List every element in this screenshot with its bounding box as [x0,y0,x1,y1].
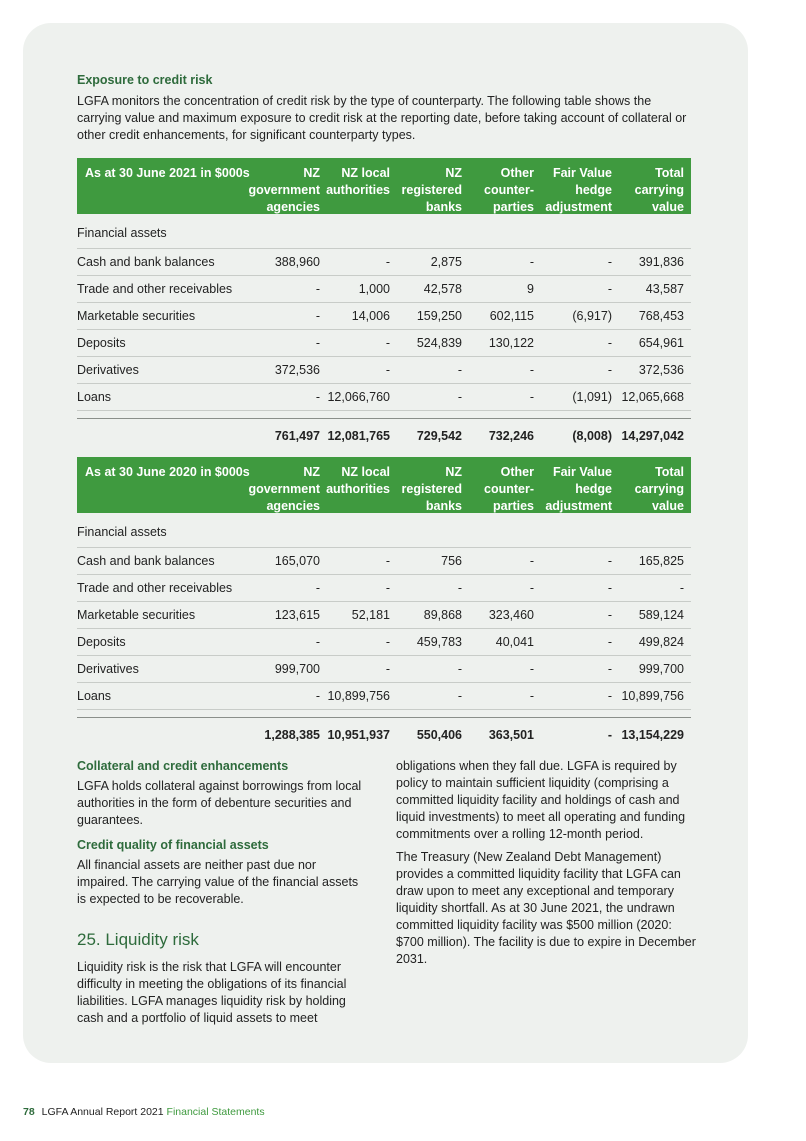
table-row [77,330,691,357]
table-cell: - [529,689,534,703]
header-nz-government: NZ government agencies [248,465,320,513]
table-cell: 499,824 [638,635,684,649]
table-cell: 43,587 [645,282,684,296]
table-row [77,602,691,629]
section-label: Financial assets [77,517,691,548]
table-cell: 388,960 [274,255,320,269]
exposure-paragraph: LGFA monitors the concentration of credit risk by the type of counterparty. The following table shows the carrying value and maximum exposure to credit risk at the reporting date, before taking account of collateral or other credit enhancements, for significant counterparty types. [77,94,687,142]
table-cell: 9 [527,282,534,296]
row-label: Loans [77,390,112,404]
table-cell: 999,700 [638,662,684,676]
table-cell: - [315,689,320,703]
row-label: Cash and bank balances [77,255,215,269]
table-row [77,683,691,710]
table-cell: - [385,635,390,649]
table-row [77,303,691,330]
table-cell: - [607,689,612,703]
table-cell: - [315,390,320,404]
header-other: Other counter- parties [484,465,534,513]
table-row [77,548,691,575]
right-column [396,758,696,968]
header-nz-government: NZ government agencies [248,166,320,214]
header-nz-local: NZ local authorities [326,465,390,496]
exposure-heading: Exposure to credit risk [77,73,213,87]
total-cell: 729,542 [416,429,462,443]
total-cell: 10,951,937 [327,728,390,742]
table-cell: - [457,363,462,377]
table-cell: - [315,635,320,649]
table-cell: - [315,581,320,595]
row-label: Trade and other receivables [77,581,233,595]
collateral-heading: Collateral and credit enhancements [77,759,289,773]
table-cell: 654,961 [638,336,684,350]
total-row [77,418,691,453]
table-cell: - [385,255,390,269]
table-row [77,575,691,602]
table-cell: 1,000 [358,282,390,296]
table-cell: (6,917) [572,309,612,323]
table-cell: 89,868 [423,608,462,622]
total-cell: 1,288,385 [264,728,320,742]
total-cell: 12,081,765 [327,429,390,443]
table-cell: 12,066,760 [327,390,390,404]
table-row [77,656,691,683]
row-label: Marketable securities [77,309,196,323]
table-cell: - [315,282,320,296]
total-cell: (8,008) [572,429,612,443]
table-cell: 123,615 [274,608,320,622]
table-cell: - [529,581,534,595]
table-cell: - [529,662,534,676]
row-label: Cash and bank balances [77,554,215,568]
section-name: Financial Statements [166,1106,265,1118]
total-cell: 761,497 [274,429,320,443]
header-nz-banks: NZ registered banks [401,166,462,214]
table-cell: - [385,336,390,350]
table-cell: 768,453 [638,309,684,323]
table-cell: 372,536 [638,363,684,377]
table-cell: 524,839 [416,336,462,350]
header-period: As at 30 June 2020 in $000s [85,465,250,479]
table-row [77,384,691,411]
table-cell: - [457,581,462,595]
table-cell: - [385,554,390,568]
header-period: As at 30 June 2021 in $000s [85,166,250,180]
table-cell: - [607,554,612,568]
total-cell: 13,154,229 [621,728,684,742]
table-cell: - [607,662,612,676]
table-cell: 999,700 [274,662,320,676]
table-2020 [77,457,691,752]
liquidity-paragraph-right-1: obligations when they fall due. LGFA is required by policy to maintain sufficient liquidity (comprising a committed liquidity facility and holdings of cash and liquid investments) to meet all operating and funding commitments over a rolling 12-month period. [396,759,686,841]
total-row [77,717,691,752]
report-name: LGFA Annual Report 2021 [41,1106,164,1118]
header-nz-banks: NZ registered banks [401,465,462,513]
table-cell: 130,122 [488,336,534,350]
table-cell: - [457,662,462,676]
table-cell: - [529,390,534,404]
table-row [77,357,691,384]
row-label: Deposits [77,635,126,649]
table-cell: - [607,608,612,622]
section-label: Financial assets [77,218,691,249]
header-fair-value: Fair Value hedge adjustment [545,166,612,214]
table-cell: 12,065,668 [621,390,684,404]
table-cell: 165,825 [638,554,684,568]
liquidity-paragraph-left: Liquidity risk is the risk that LGFA will encounter difficulty in meeting the obligations of its financial liabilities. LGFA manages liquidity risk by holding cash and a portfolio of liquid assets to meet [77,960,347,1025]
table-row [77,276,691,303]
left-column [77,759,367,1027]
table-cell: - [457,390,462,404]
page-number: 78 [23,1106,35,1118]
table-cell: - [385,662,390,676]
table-cell: 756 [441,554,462,568]
header-total: Total carrying value [634,166,684,214]
table-cell: - [315,309,320,323]
table-cell: 391,836 [638,255,684,269]
row-label: Marketable securities [77,608,196,622]
row-label: Derivatives [77,662,139,676]
table-2021 [77,158,691,453]
table-cell: 372,536 [274,363,320,377]
total-cell: 363,501 [488,728,534,742]
row-label: Loans [77,689,112,703]
header-fair-value: Fair Value hedge adjustment [545,465,612,513]
table-cell: - [607,363,612,377]
page-footer [23,1106,265,1118]
table-cell: 10,899,756 [327,689,390,703]
collateral-paragraph: LGFA holds collateral against borrowings from local authorities in the form of debenture securities and guarantees. [77,779,362,827]
table-cell: 459,783 [416,635,462,649]
table-cell: 40,041 [495,635,534,649]
table-cell: 42,578 [423,282,462,296]
header-nz-local: NZ local authorities [326,166,390,197]
table-cell: - [529,554,534,568]
table-cell: (1,091) [572,390,612,404]
total-cell: 14,297,042 [621,429,684,443]
row-label: Trade and other receivables [77,282,233,296]
liquidity-paragraph-right-2: The Treasury (New Zealand Debt Management) provides a committed liquidity facility that LGFA can draw upon to meet any exceptional and temporary liquidity shortfall. As at 30 June 2021, the undrawn committed liquidity facility was $500 million (2020: $700 million). The facility is due to expire in December 2031. [396,850,696,966]
row-label: Deposits [77,336,126,350]
table-row [77,249,691,276]
table-cell: - [457,689,462,703]
table-cell: - [679,581,684,595]
table-cell: - [315,336,320,350]
total-cell: - [607,728,612,742]
table-cell: - [529,255,534,269]
credit-quality-paragraph: All financial assets are neither past due nor impaired. The carrying value of the financial assets is expected to be recoverable. [77,858,359,906]
table-cell: - [529,363,534,377]
total-cell: 732,246 [488,429,534,443]
table-cell: - [607,282,612,296]
table-row [77,629,691,656]
table-cell: - [385,363,390,377]
table-cell: 10,899,756 [621,689,684,703]
table-cell: - [607,581,612,595]
table-cell: 2,875 [430,255,462,269]
table-cell: 52,181 [351,608,390,622]
table-cell: 165,070 [274,554,320,568]
table-header [77,457,691,513]
table-cell: - [607,255,612,269]
header-total: Total carrying value [634,465,684,513]
credit-quality-heading: Credit quality of financial assets [77,838,269,852]
table-cell: 159,250 [416,309,462,323]
total-cell: 550,406 [416,728,462,742]
table-cell: - [385,581,390,595]
liquidity-heading: 25. Liquidity risk [77,930,199,949]
header-other: Other counter- parties [484,166,534,214]
table-header [77,158,691,214]
table-cell: - [607,336,612,350]
table-cell: 589,124 [638,608,684,622]
table-cell: - [607,635,612,649]
row-label: Derivatives [77,363,139,377]
table-cell: 323,460 [488,608,534,622]
table-cell: 602,115 [489,309,534,323]
table-cell: 14,006 [351,309,390,323]
